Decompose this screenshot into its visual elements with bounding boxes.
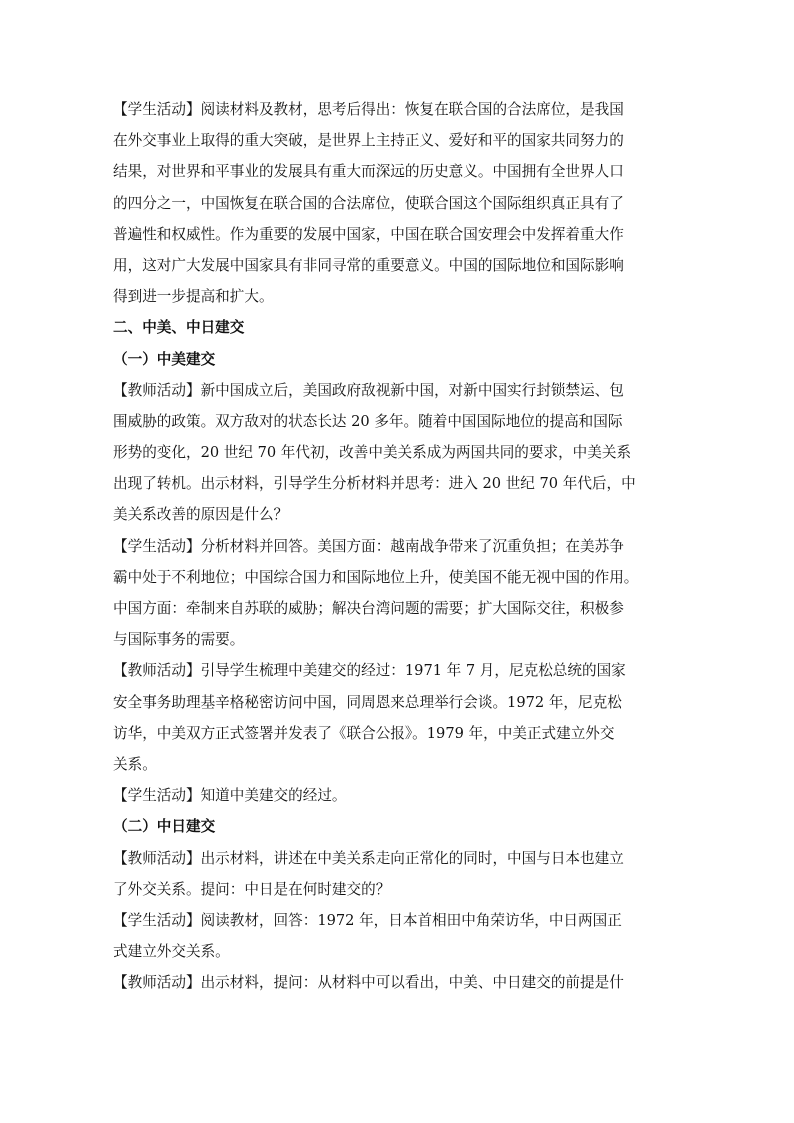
paragraph-line: 出现了转机。出示材料，引导学生分析材料并思考：进入 20 世纪 70 年代后，中 — [113, 475, 636, 493]
paragraph-line: 【教师活动】引导学生梳理中美建交的经过：1971 年 7 月，尼克松总统的国家 — [113, 662, 626, 680]
paragraph-line: 中国方面：牵制来自苏联的威胁；解决台湾问题的需要；扩大国际交往，积极参 — [113, 600, 624, 617]
paragraph-line: 得到进一步提高和扩大。 — [113, 288, 274, 306]
paragraph-line: 【学生活动】分析材料并回答。美国方面：越南战争带来了沉重负担；在美苏争 — [113, 537, 624, 555]
paragraph-line: 安全事务助理基辛格秘密访问中国，同周恩来总理举行会谈。1972 年，尼克松 — [113, 693, 622, 711]
subsection-heading: （二）中日建交 — [113, 818, 216, 836]
paragraph-line: 式建立外交关系。 — [113, 943, 230, 961]
paragraph-line: 围威胁的政策。双方敌对的状态长达 20 多年。随着中国国际地位的提高和国际 — [113, 412, 623, 430]
paragraph-line: 形势的变化，20 世纪 70 年代初，改善中美关系成为两国共同的要求，中美关系 — [113, 444, 632, 462]
paragraph-line: 在外交事业上取得的重大突破，是世界上主持正义、爱好和平的国家共同努力的 — [113, 132, 624, 150]
document-body — [113, 94, 683, 998]
paragraph-line: 的四分之一，中国恢复在联合国的合法席位，使联合国这个国际组织真正具有了 — [113, 194, 624, 212]
paragraph-line: 了外交关系。提问：中日是在何时建交的？ — [113, 880, 391, 898]
subsection-heading: （一）中美建交 — [113, 350, 216, 368]
paragraph-line: 美关系改善的原因是什么？ — [113, 506, 289, 524]
paragraph-line: 普遍性和权威性。作为重要的发展中国家，中国在联合国安理会中发挥着重大作 — [113, 225, 624, 243]
paragraph-line: 【学生活动】知道中美建交的经过。 — [113, 787, 347, 805]
paragraph-line: 【教师活动】出示材料，讲述在中美关系走向正常化的同时，中国与日本也建立 — [113, 849, 624, 867]
section-heading: 二、中美、中日建交 — [113, 319, 245, 337]
paragraph-line: 用，这对广大发展中国家具有非同寻常的重要意义。中国的国际地位和国际影响 — [113, 256, 624, 274]
paragraph-line: 【教师活动】新中国成立后，美国政府敌视新中国，对新中国实行封锁禁运、包 — [113, 381, 624, 399]
paragraph-line: 关系。 — [113, 755, 157, 773]
paragraph-line: 霸中处于不利地位；中国综合国力和国际地位上升，使美国不能无视中国的作用。 — [113, 568, 639, 586]
paragraph-line: 访华，中美双方正式签署并发表了《联合公报》。1979 年，中美正式建立外交 — [113, 724, 615, 742]
paragraph-line: 【学生活动】阅读材料及教材，思考后得出：恢复在联合国的合法席位，是我国 — [113, 101, 624, 118]
paragraph-line: 与国际事务的需要。 — [113, 631, 245, 649]
paragraph-line: 【学生活动】阅读教材，回答：1972 年，日本首相田中角荣访华，中日两国正 — [113, 911, 622, 929]
paragraph-line: 【教师活动】出示材料，提问：从材料中可以看出，中美、中日建交的前提是什 — [113, 974, 624, 992]
paragraph-line: 结果，对世界和平事业的发展具有重大而深远的历史意义。中国拥有全世界人口 — [113, 163, 624, 181]
